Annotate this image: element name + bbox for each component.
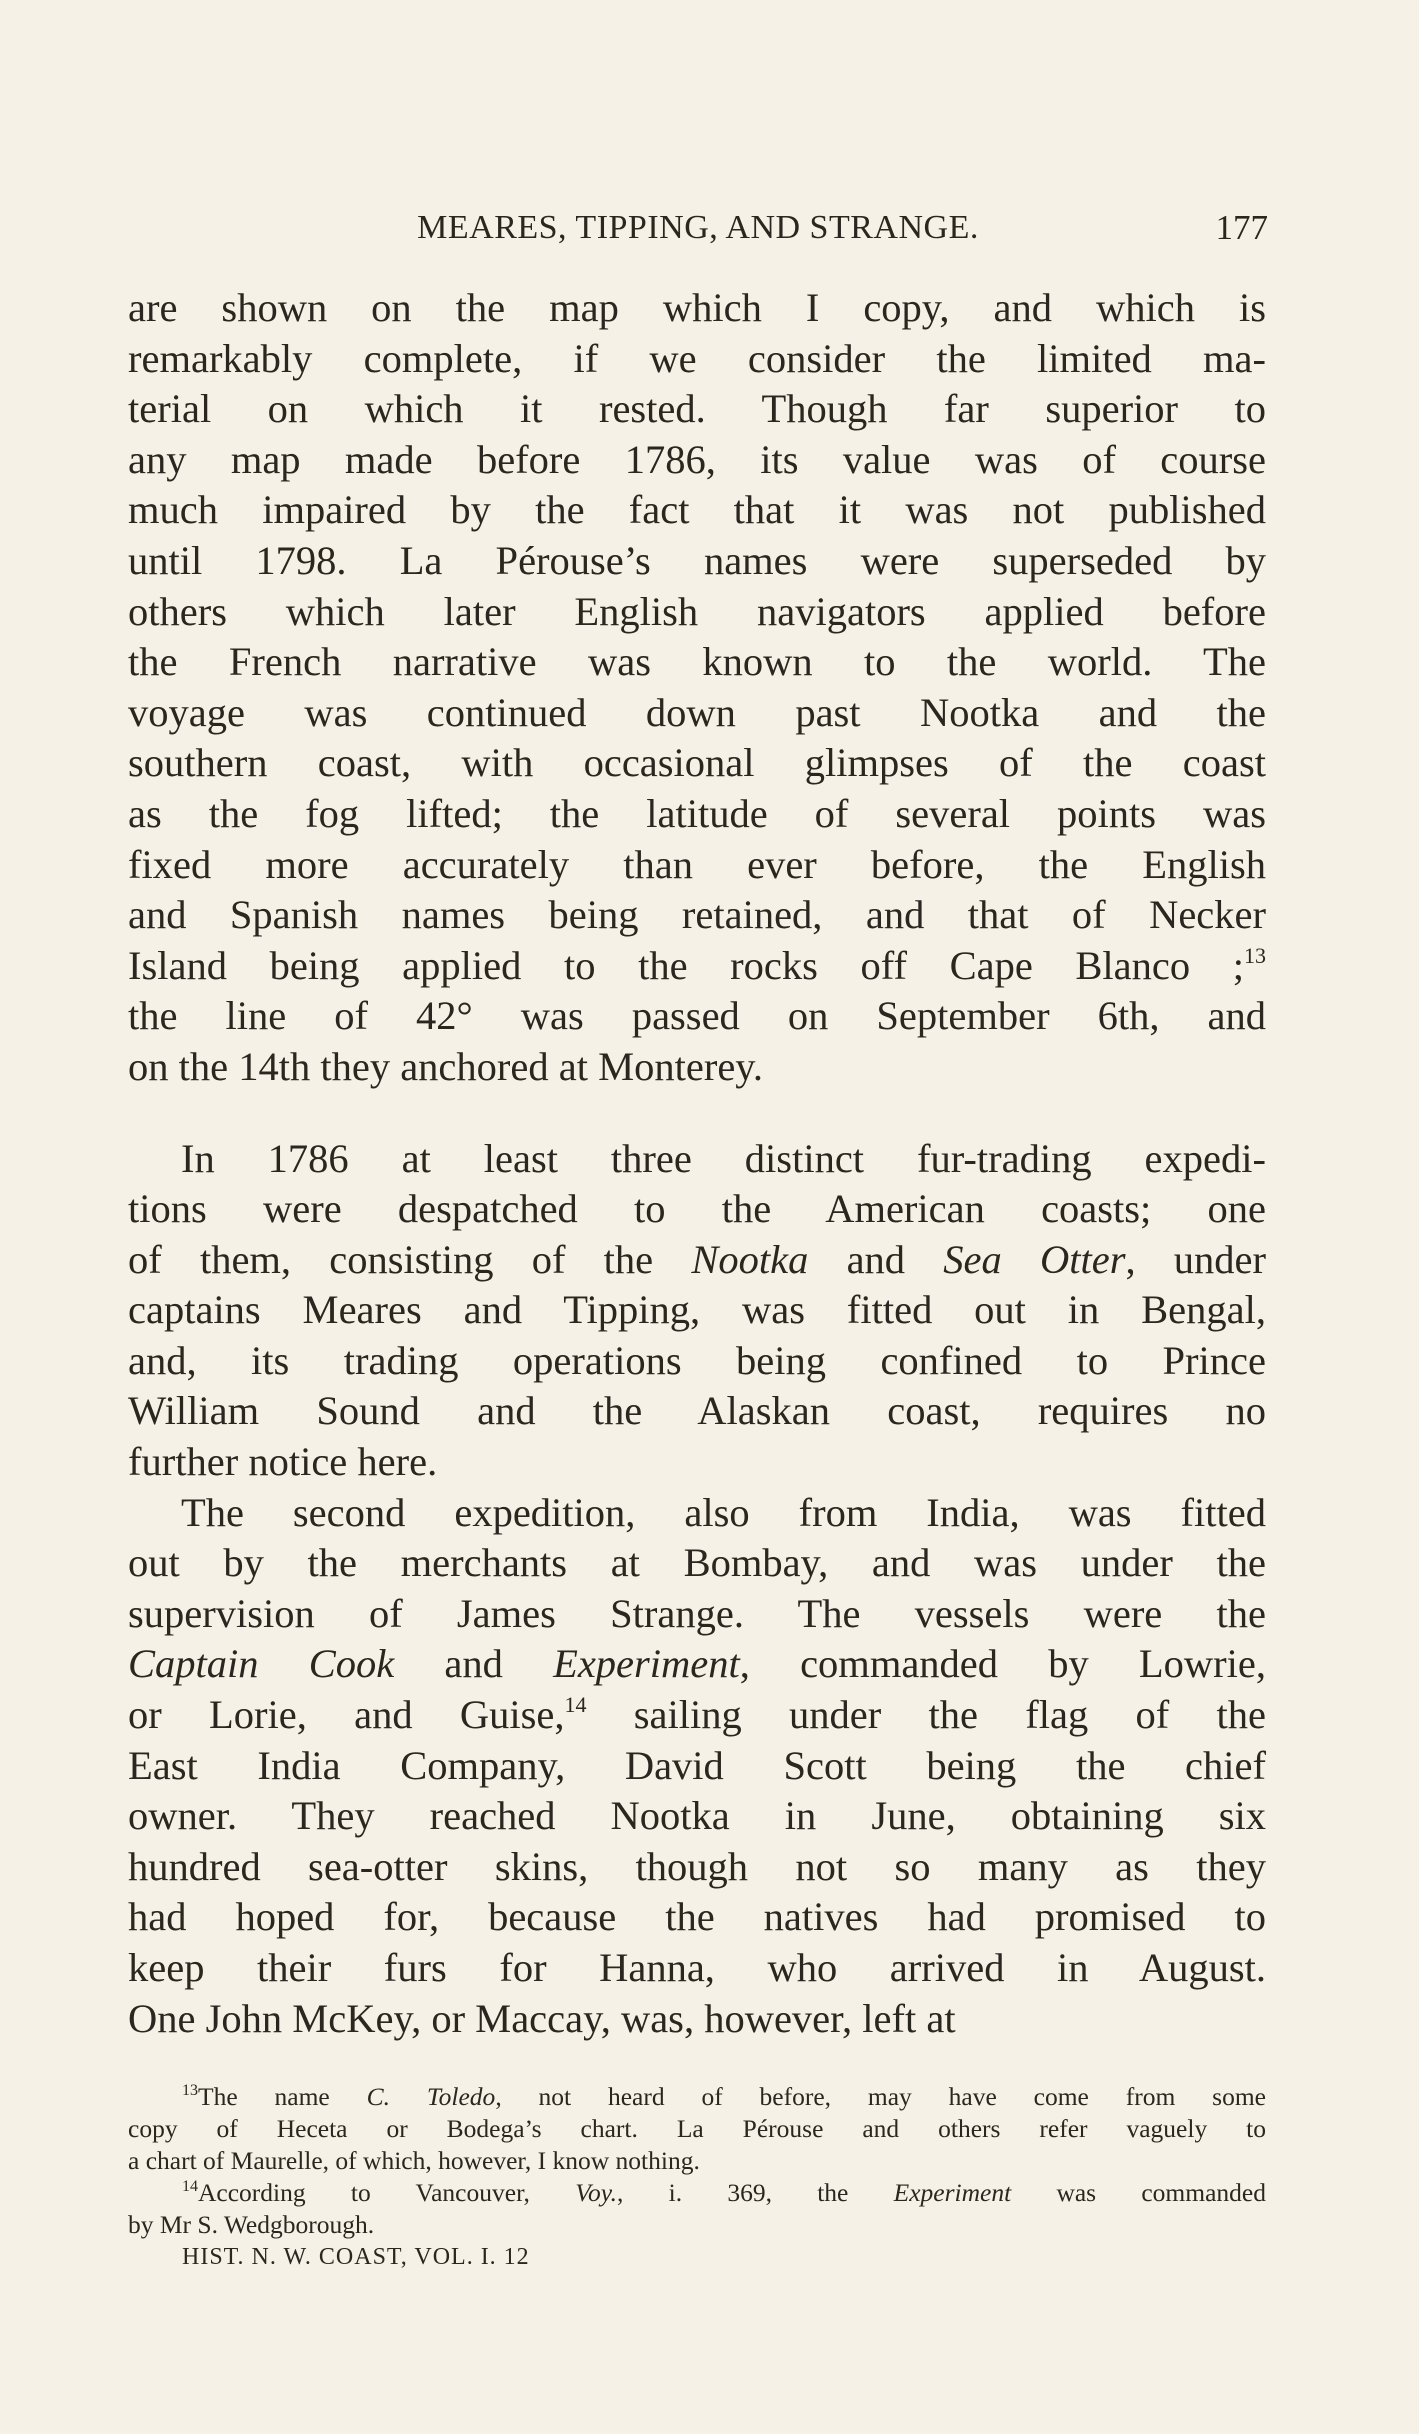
text-line: and, its trading operations being confined to Prince <box>128 1337 1266 1383</box>
ship-name-experiment: Experiment <box>553 1641 740 1687</box>
text-line: William Sound and the Alaskan coast, requires no <box>128 1388 1266 1434</box>
ship-name: Experiment <box>893 2178 1012 2207</box>
text-line: owner. They reached Nootka in June, obtaining six <box>128 1793 1266 1839</box>
text-segment: , under <box>1125 1236 1266 1282</box>
running-head <box>128 208 1268 248</box>
text-segment: or Lorie, and Guise, <box>128 1692 565 1738</box>
text-line: and Spanish names being retained, and that of Necker <box>128 892 1266 938</box>
text-line: until 1798. La Pérouse’s names were superseded by <box>128 537 1266 583</box>
ship-name-nootka: Nootka <box>691 1236 809 1282</box>
text-segment: According to Vancouver, <box>198 2178 576 2207</box>
text-segment: , commanded by Lowrie, <box>739 1641 1266 1687</box>
text-line <box>128 1690 1266 1741</box>
footnote-ref-13: 13 <box>1244 942 1266 968</box>
text-segment: sailing under the flag of the <box>586 1692 1266 1738</box>
text-line <box>128 941 1266 992</box>
footnote-number: 14 <box>182 2178 198 2195</box>
text-line: others which later English navigators applied before <box>128 588 1266 634</box>
text-line: had hoped for, because the natives had promised to <box>128 1894 1266 1940</box>
footnote-line: by Mr S. Wedgborough. <box>128 2210 375 2239</box>
footnote-number: 13 <box>182 2082 198 2099</box>
text-line: further notice here. <box>128 1439 438 1485</box>
footnote-13 <box>128 2081 1266 2113</box>
text-segment: and <box>808 1236 944 1282</box>
running-title: MEARES, TIPPING, AND STRANGE. <box>417 209 979 246</box>
text-line: supervision of James Strange. The vessels were the <box>128 1590 1266 1636</box>
text-segment: was commanded <box>1011 2178 1266 2207</box>
text-line: are shown on the map which I copy, and which is <box>128 285 1266 330</box>
text-line: remarkably complete, if we consider the limited ma- <box>128 335 1266 381</box>
text-line <box>128 1639 1266 1690</box>
text-segment: , not heard of before, may have come from some <box>495 2082 1266 2111</box>
text-segment: , i. 369, the <box>616 2178 894 2207</box>
book-title: Voy. <box>575 2178 617 2207</box>
text-line: terial on which it rested. Though far superior to <box>128 386 1266 432</box>
footnote-line: copy of Heceta or Bodega’s chart. La Pérouse and others refer vaguely to <box>128 2114 1266 2143</box>
text-line: out by the merchants at Bombay, and was under the <box>128 1540 1266 1586</box>
text-line: fixed more accurately than ever before, the English <box>128 841 1266 887</box>
text-segment: Island being applied to the rocks off Cape Blanco ; <box>128 942 1244 988</box>
text-line: voyage was continued down past Nootka and the <box>128 689 1266 735</box>
text-line: as the fog lifted; the latitude of several points was <box>128 790 1266 836</box>
text-line <box>128 1235 1266 1286</box>
ship-name-sea-otter: Sea Otter <box>943 1236 1126 1282</box>
text-line: the line of 42° was passed on September 6th, and <box>128 993 1266 1039</box>
text-line: keep their furs for Hanna, who arrived in August. <box>128 1945 1266 1990</box>
ship-name-captain-cook: Captain Cook <box>128 1641 395 1687</box>
text-line: any map made before 1786, its value was of course <box>128 436 1266 482</box>
footnotes <box>128 2081 1266 2273</box>
text-line: the French narrative was known to the world. The <box>128 639 1266 685</box>
footnote-ref-14: 14 <box>564 1692 587 1718</box>
text-segment: of them, consisting of the <box>128 1236 692 1282</box>
text-segment: and <box>394 1641 554 1687</box>
page-number: 177 <box>1215 208 1268 247</box>
text-segment: The name <box>198 2082 367 2111</box>
place-name: C. Toledo <box>366 2082 496 2111</box>
text-line: much impaired by the fact that it was not published <box>128 487 1266 533</box>
text-line: tions were despatched to the American coasts; one <box>128 1186 1266 1232</box>
main-text <box>128 283 1266 2044</box>
text-line: The second expedition, also from India, was fitted <box>181 1489 1266 1535</box>
text-line: southern coast, with occasional glimpses of the coast <box>128 740 1266 786</box>
text-line: East India Company, David Scott being the chief <box>128 1742 1266 1788</box>
text-line: captains Meares and Tipping, was fitted out in Bengal, <box>128 1287 1266 1333</box>
text-line: In 1786 at least three distinct fur-trading expedi- <box>181 1135 1266 1181</box>
signature-mark: HIST. N. W. COAST, VOL. I. 12 <box>182 2244 530 2270</box>
footnote-14 <box>128 2177 1266 2209</box>
footnote-line: a chart of Maurelle, of which, however, I know nothing. <box>128 2146 700 2175</box>
text-line: on the 14th they anchored at Monterey. <box>128 1043 764 1089</box>
paragraph-gap <box>128 1093 1266 1134</box>
text-line: hundred sea-otter skins, though not so many as they <box>128 1843 1266 1889</box>
text-line: One John McKey, or Maccay, was, however, left at <box>128 1995 956 2041</box>
